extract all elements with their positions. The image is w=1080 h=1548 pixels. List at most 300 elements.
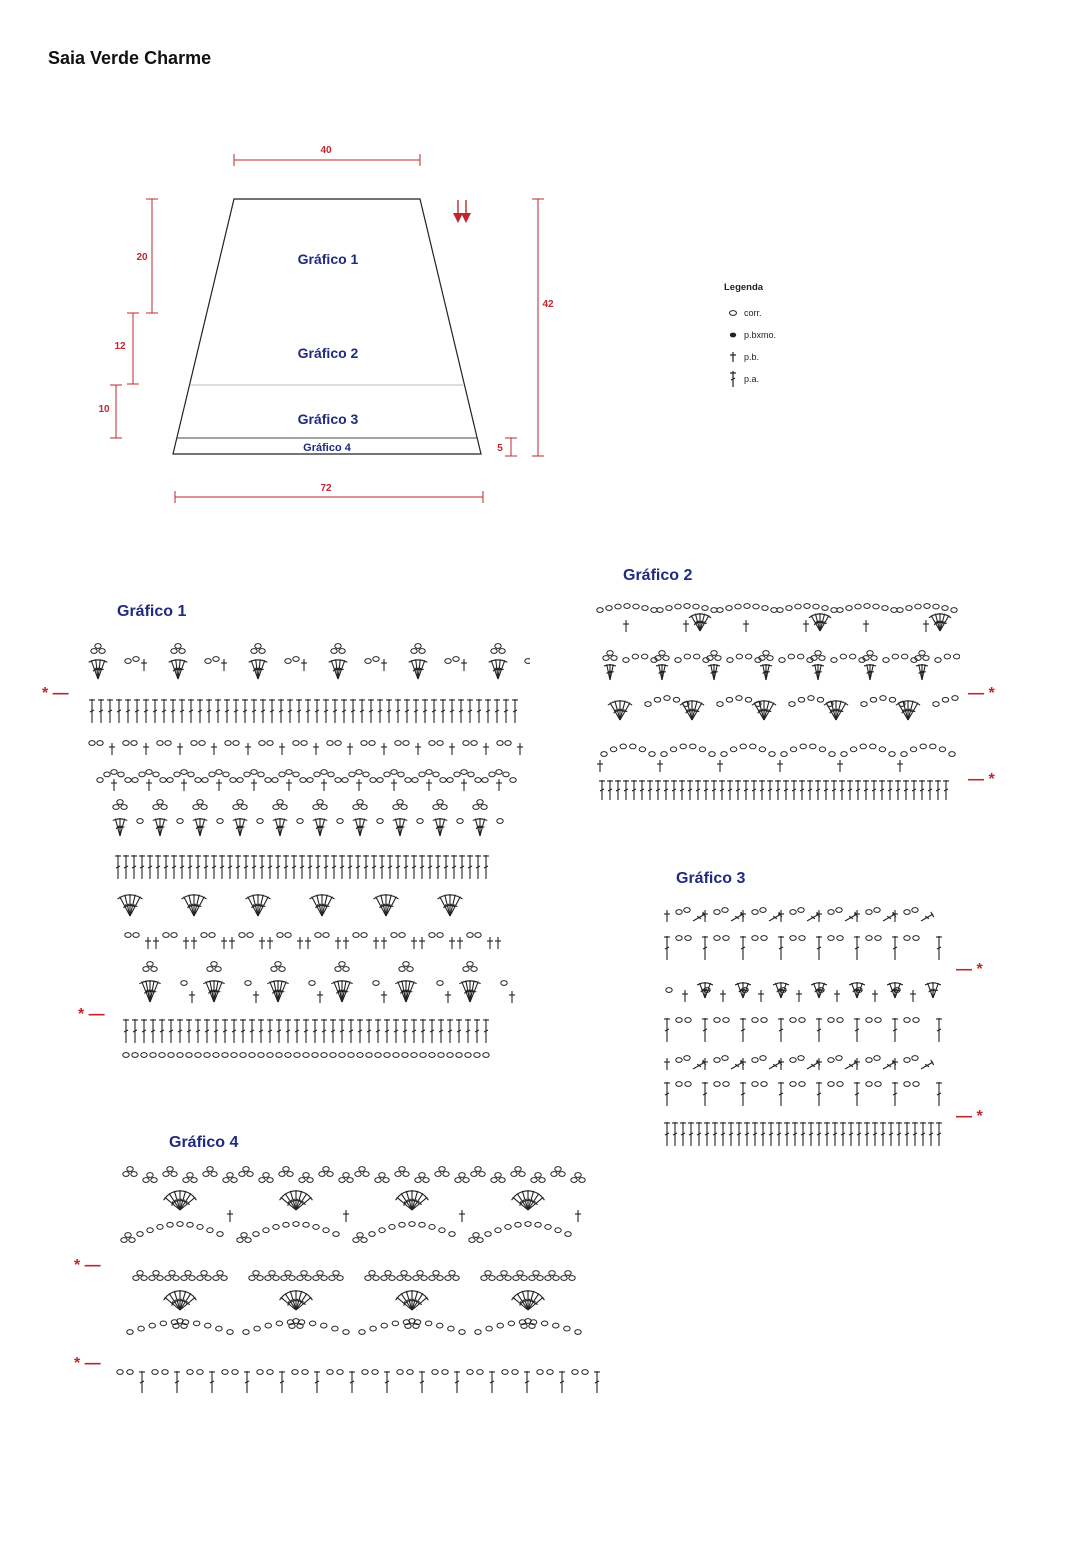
chain-stitch-mark: [670, 747, 676, 752]
chain-stitch-mark: [317, 1271, 323, 1276]
chain-stitch-mark: [740, 744, 746, 749]
chain-stitch-mark: [276, 1321, 282, 1326]
chain-stitch-mark: [432, 1370, 438, 1375]
chain-stitch-mark: [197, 1225, 203, 1230]
chain-stitch-mark: [257, 819, 263, 824]
chain-stitch-mark: [499, 1178, 505, 1183]
double-crochet-mark: [740, 1018, 746, 1042]
double-crochet-mark: [305, 699, 311, 723]
double-crochet-mark: [696, 1122, 702, 1146]
double-crochet-mark: [443, 855, 449, 879]
chain-stitch-mark: [209, 933, 215, 938]
chain-stitch-mark: [763, 651, 769, 656]
chain-stitch-mark: [495, 1228, 501, 1233]
chain-stitch-mark: [849, 654, 855, 659]
single-crochet-mark: [872, 990, 878, 1002]
double-crochet-mark: [107, 699, 113, 723]
chain-stitch-mark: [582, 1370, 588, 1375]
repeat-marker-symbol: *: [988, 771, 995, 788]
chain-stitch-mark: [633, 604, 639, 609]
double-crochet-mark: [222, 1019, 228, 1043]
chain-stitch-mark: [919, 651, 925, 656]
chain-stitch-mark: [571, 1178, 577, 1183]
double-crochet-mark: [447, 1019, 453, 1043]
chain-stitch-mark: [445, 1276, 451, 1281]
chain-stitch-mark: [191, 741, 197, 746]
double-crochet-mark: [404, 699, 410, 723]
chain-stitch-mark: [874, 1056, 880, 1061]
double-crochet-mark: [943, 780, 949, 800]
single-crochet-mark: [229, 937, 235, 949]
double-crochet-mark: [258, 1019, 264, 1043]
chain-stitch-mark: [301, 741, 307, 746]
chain-stitch-mark: [305, 1276, 311, 1281]
chain-stitch-mark: [736, 654, 742, 659]
double-crochet-mark: [623, 780, 629, 800]
double-crochet-mark: [904, 1122, 910, 1146]
double-crochet-mark: [161, 699, 167, 723]
single-crochet-mark: [740, 1058, 746, 1070]
single-crochet-mark: [343, 1210, 349, 1222]
chain-stitch-mark: [151, 1178, 157, 1183]
chain-stitch-mark: [343, 967, 349, 972]
double-crochet-mark: [599, 780, 605, 800]
double-crochet-mark: [339, 855, 345, 879]
double-crochet-mark: [393, 1019, 399, 1043]
chain-stitch-mark: [561, 1276, 567, 1281]
double-crochet-mark: [775, 780, 781, 800]
chain-stitch-mark: [273, 1225, 279, 1230]
double-crochet-mark: [799, 780, 805, 800]
chain-stitch-mark: [828, 910, 834, 915]
double-crochet-mark: [321, 1019, 327, 1043]
chain-stitch-mark: [269, 1271, 275, 1276]
double-crochet-mark: [743, 780, 749, 800]
chain-stitch-mark: [161, 805, 167, 810]
chain-stitch-mark: [369, 1232, 375, 1237]
double-crochet-mark: [150, 1019, 156, 1043]
double-crochet-mark: [692, 911, 707, 923]
chain-stitch-mark: [397, 1276, 403, 1281]
chain-stitch-mark: [353, 933, 359, 938]
single-crochet-mark: [191, 937, 197, 949]
double-crochet-mark: [315, 855, 321, 879]
chain-stitch-mark: [685, 1082, 691, 1087]
chain-stitch-mark: [664, 696, 670, 701]
double-crochet-mark: [702, 1018, 708, 1042]
double-crochet-mark: [663, 780, 669, 800]
chain-stitch-mark: [831, 658, 837, 663]
double-crochet-mark: [303, 1019, 309, 1043]
chain-stitch-mark: [125, 778, 131, 783]
repeat-marker-symbol: *: [988, 685, 995, 702]
chain-stitch-mark: [525, 1222, 531, 1227]
chain-stitch-mark: [339, 962, 345, 967]
chain-stitch-mark: [372, 1370, 378, 1375]
chain-stitch-mark: [384, 772, 390, 777]
single-crochet-mark: [892, 910, 898, 922]
double-crochet-mark: [134, 699, 140, 723]
chain-stitch-mark: [143, 967, 149, 972]
chain-stitch-mark: [397, 1370, 403, 1375]
chain-stitch-mark: [329, 1276, 335, 1281]
double-crochet-mark: [768, 1122, 774, 1146]
chain-stitch-mark: [377, 778, 383, 783]
chain-stitch-mark: [457, 819, 463, 824]
chain-stitch-mark: [279, 1172, 285, 1177]
chain-stitch-mark: [769, 752, 775, 757]
double-crochet-mark: [832, 1122, 838, 1146]
chain-stitch-mark: [479, 1172, 485, 1177]
single-crochet-mark: [778, 1058, 784, 1070]
chain-stitch-mark: [790, 747, 796, 752]
chain-stitch-mark: [601, 752, 607, 757]
chain-stitch-mark: [717, 702, 723, 707]
single-crochet-mark: [863, 620, 869, 632]
bottom-width-label: 72: [320, 483, 332, 494]
chain-stitch-mark: [429, 1053, 435, 1058]
double-crochet-mark: [98, 699, 104, 723]
single-crochet-mark: [854, 1058, 860, 1070]
chain-stitch-mark: [952, 696, 958, 701]
chain-stitch-mark: [798, 1056, 804, 1061]
chain-stitch-mark: [187, 1222, 193, 1227]
single-crochet-mark: [109, 743, 115, 755]
chain-stitch-mark: [370, 778, 376, 783]
chain-stitch-mark: [337, 1276, 343, 1281]
double-crochet-mark: [279, 1371, 285, 1393]
double-crochet-mark: [287, 699, 293, 723]
chain-stitch-mark: [649, 752, 655, 757]
chain-stitch-mark: [165, 1276, 171, 1281]
chain-stitch-mark: [237, 778, 243, 783]
double-crochet-mark: [839, 780, 845, 800]
chain-stitch-mark: [309, 1321, 315, 1326]
chain-stitch-mark: [257, 1370, 263, 1375]
chain-stitch-mark: [335, 644, 341, 649]
section-label-2: Gráfico 2: [297, 345, 359, 361]
chain-stitch-mark: [798, 908, 804, 913]
chain-stitch-mark: [661, 752, 667, 757]
chain-stitch-mark: [259, 649, 265, 654]
chain-stitch-mark: [497, 741, 503, 746]
chain-stitch-mark: [875, 1082, 881, 1087]
chain-stitch-mark: [840, 654, 846, 659]
stitch-chart-4: [110, 1160, 620, 1400]
chain-stitch-mark: [676, 1058, 682, 1063]
chain-stitch-mark: [882, 606, 888, 611]
chain-stitch-mark: [153, 805, 159, 810]
chain-stitch-mark: [384, 1053, 390, 1058]
chain-stitch-mark: [495, 1173, 501, 1178]
chain-stitch-mark: [850, 747, 856, 752]
double-crochet-mark: [727, 780, 733, 800]
chain-stitch-mark: [335, 741, 341, 746]
chain-stitch-mark: [623, 658, 629, 663]
chain-stitch-mark: [475, 778, 481, 783]
chain-stitch-mark: [245, 981, 251, 986]
chain-stitch-mark: [211, 1172, 217, 1177]
single-crochet-mark: [301, 659, 307, 671]
chart-3-title: Gráfico 3: [676, 870, 746, 887]
chain-stitch-mark: [454, 772, 460, 777]
chain-stitch-mark: [160, 1321, 166, 1326]
double-crochet-mark: [269, 699, 275, 723]
chain-stitch-mark: [153, 1271, 159, 1276]
chain-stitch-mark: [157, 1276, 163, 1281]
double-crochet-mark: [494, 699, 500, 723]
chain-stitch-mark: [819, 656, 825, 661]
double-crochet-mark: [784, 1122, 790, 1146]
double-crochet-mark: [489, 1371, 495, 1393]
chain-stitch-mark: [790, 936, 796, 941]
single-crochet-mark: [343, 937, 349, 949]
single-crochet-mark: [321, 779, 327, 791]
double-crochet-mark: [231, 1019, 237, 1043]
double-crochet-mark: [730, 1059, 745, 1071]
double-crochet-mark: [919, 780, 925, 800]
chain-stitch-mark: [435, 1172, 441, 1177]
chain-stitch-mark: [97, 778, 103, 783]
single-crochet-mark: [483, 743, 489, 755]
double-crochet-mark: [615, 780, 621, 800]
double-crochet-mark: [465, 1019, 471, 1043]
chain-stitch-mark: [607, 651, 613, 656]
chain-stitch-mark: [675, 604, 681, 609]
double-crochet-mark: [840, 1122, 846, 1146]
single-crochet-mark: [305, 937, 311, 949]
chain-stitch-mark: [752, 1018, 758, 1023]
page-title: Saia Verde Charme: [48, 48, 212, 68]
chain-stitch-mark: [239, 1172, 245, 1177]
chain-stitch-mark: [133, 933, 139, 938]
double-crochet-mark: [927, 780, 933, 800]
double-crochet-mark: [823, 780, 829, 800]
chain-stitch-mark: [356, 770, 362, 775]
single-crochet-mark: [153, 937, 159, 949]
chain-stitch-mark: [332, 1326, 338, 1331]
chain-stitch-mark: [339, 1053, 345, 1058]
double-crochet-mark: [647, 780, 653, 800]
chain-stitch-mark: [866, 936, 872, 941]
chain-stitch-mark: [467, 1370, 473, 1375]
chain-stitch-mark: [363, 772, 369, 777]
chain-stitch-mark: [942, 606, 948, 611]
chain-stitch-mark: [496, 770, 502, 775]
double-crochet-mark: [888, 1122, 894, 1146]
double-crochet-mark: [211, 855, 217, 879]
double-crochet-mark: [171, 855, 177, 879]
chain-stitch-mark: [157, 1225, 163, 1230]
double-crochet-mark: [197, 699, 203, 723]
double-crochet-mark: [920, 1122, 926, 1146]
chain-stitch-mark: [565, 1271, 571, 1276]
single-crochet-mark: [517, 743, 523, 755]
chain-stitch-mark: [263, 1228, 269, 1233]
double-crochet-mark: [260, 699, 266, 723]
chain-stitch-mark: [286, 770, 292, 775]
chain-stitch-mark: [904, 910, 910, 915]
chain-stitch-mark: [243, 1167, 249, 1172]
double-crochet-mark: [429, 1019, 435, 1043]
double-crochet-mark: [139, 1371, 145, 1393]
double-crochet-mark: [339, 1019, 345, 1043]
top-width-label: 40: [320, 145, 332, 156]
chain-stitch-mark: [539, 1178, 545, 1183]
chain-stitch-mark: [475, 1167, 481, 1172]
double-crochet-mark: [312, 1019, 318, 1043]
chain-stitch-mark: [138, 1326, 144, 1331]
single-crochet-mark: [391, 779, 397, 791]
double-crochet-mark: [791, 780, 797, 800]
chain-stitch-mark: [501, 1271, 507, 1276]
single-crochet-mark: [575, 1210, 581, 1222]
chain-stitch-mark: [141, 1053, 147, 1058]
double-crochet-mark: [206, 699, 212, 723]
chain-stitch-mark: [265, 1276, 271, 1281]
chain-stitch-mark: [426, 770, 432, 775]
chain-stitch-mark: [147, 962, 153, 967]
chain-stitch-mark: [227, 1173, 233, 1178]
double-crochet-mark: [259, 855, 265, 879]
single-crochet-mark: [449, 743, 455, 755]
chain-stitch-mark: [177, 819, 183, 824]
chain-stitch-mark: [467, 933, 473, 938]
single-crochet-mark: [253, 991, 259, 1003]
chain-stitch-mark: [177, 1222, 183, 1227]
chain-stitch-mark: [339, 1178, 345, 1183]
chain-stitch-mark: [232, 1370, 238, 1375]
double-crochet-mark: [132, 1019, 138, 1043]
chain-stitch-mark: [866, 1058, 872, 1063]
chain-stitch-mark: [365, 1276, 371, 1281]
double-crochet-mark: [179, 699, 185, 723]
chain-stitch-mark: [149, 1276, 155, 1281]
chain-stitch-mark: [759, 747, 765, 752]
chain-stitch-mark: [216, 770, 222, 775]
double-crochet-mark: [680, 1122, 686, 1146]
repeat-marker: * —: [42, 685, 69, 702]
single-crochet-mark: [183, 937, 189, 949]
repeat-marker-symbol: *: [74, 1355, 81, 1372]
chain-stitch-mark: [137, 819, 143, 824]
double-crochet-mark: [664, 1122, 670, 1146]
chain-stitch-mark: [171, 933, 177, 938]
chain-stitch-mark: [579, 1178, 585, 1183]
chain-stitch-mark: [684, 1056, 690, 1061]
double-crochet-mark: [402, 1019, 408, 1043]
double-crochet-mark: [411, 1019, 417, 1043]
chain-stitch-mark: [455, 1178, 461, 1183]
chain-stitch-mark: [259, 741, 265, 746]
chain-stitch-mark: [949, 752, 955, 757]
chain-stitch-mark: [419, 649, 425, 654]
chain-stitch-mark: [471, 741, 477, 746]
double-crochet-mark: [882, 1059, 897, 1071]
double-crochet-mark: [413, 699, 419, 723]
double-crochet-mark: [702, 936, 708, 960]
chain-stitch-mark: [343, 1330, 349, 1335]
chain-stitch-mark: [123, 1053, 129, 1058]
chain-stitch-mark: [753, 604, 759, 609]
chain-stitch-mark: [610, 747, 616, 752]
total-height-dimension: [532, 199, 544, 456]
single-crochet-mark: [411, 937, 417, 949]
single-crochet-mark: [381, 743, 387, 755]
double-crochet-mark: [204, 1019, 210, 1043]
double-crochet-mark: [350, 699, 356, 723]
chain-stitch-mark: [157, 800, 163, 805]
chain-stitch-mark: [572, 1370, 578, 1375]
chain-stitch-mark: [207, 967, 213, 972]
single-crochet-mark: [181, 779, 187, 791]
chain-stitch-mark: [415, 1178, 421, 1183]
double-crochet-mark: [903, 780, 909, 800]
double-crochet-mark: [928, 1122, 934, 1146]
chain-stitch-mark: [331, 649, 337, 654]
chain-stitch-mark: [335, 967, 341, 972]
double-crochet-mark: [854, 1018, 860, 1042]
double-crochet-mark: [427, 855, 433, 879]
chain-stitch-mark: [411, 649, 417, 654]
chain-stitch-mark: [477, 1238, 483, 1243]
chain-stitch-mark: [337, 819, 343, 824]
single-crochet-mark: [251, 779, 257, 791]
repeat-marker-symbol: *: [42, 685, 49, 702]
chain-stitch-mark: [363, 1172, 369, 1177]
single-crochet-mark: [445, 991, 451, 1003]
chain-stitch-mark: [201, 1271, 207, 1276]
chain-stitch-mark: [91, 649, 97, 654]
single-crochet-mark: [702, 1058, 708, 1070]
single-crochet-mark: [426, 779, 432, 791]
chain-stitch-mark: [273, 1276, 279, 1281]
chain-stitch-mark: [375, 1178, 381, 1183]
chain-stitch-mark: [328, 772, 334, 777]
repeat-marker: — *: [956, 1108, 983, 1125]
chain-stitch-mark: [189, 1276, 195, 1281]
single-crochet-mark: [286, 779, 292, 791]
chain-stitch-mark: [800, 744, 806, 749]
double-crochet-mark: [314, 699, 320, 723]
chain-stitch-mark: [342, 778, 348, 783]
legend-label: p.b.: [744, 352, 760, 362]
double-crochet-mark: [209, 1371, 215, 1393]
slip-stitch-icon: [724, 331, 742, 339]
double-crochet-mark: [512, 699, 518, 723]
stitch-chart-3: [655, 898, 955, 1150]
chain-stitch-mark: [399, 967, 405, 972]
double-crochet-mark: [559, 1371, 565, 1393]
chain-stitch-mark: [761, 936, 767, 941]
chain-stitch-mark: [279, 967, 285, 972]
chain-stitch-mark: [373, 981, 379, 986]
double-crochet-mark: [483, 1019, 489, 1043]
double-crochet-mark: [702, 1082, 708, 1106]
chain-stitch-mark: [545, 1225, 551, 1230]
chain-stitch-mark: [880, 696, 886, 701]
chain-stitch-mark: [437, 933, 443, 938]
chain-stitch-mark: [866, 1018, 872, 1023]
chain-stitch-mark: [237, 1238, 243, 1243]
double-crochet-mark: [240, 1019, 246, 1043]
chain-stitch-mark: [357, 800, 363, 805]
chain-stitch-mark: [391, 933, 397, 938]
chain-stitch-mark: [323, 1228, 329, 1233]
single-crochet-mark: [145, 937, 151, 949]
double-crochet-mark: [323, 699, 329, 723]
chain-stitch-mark: [441, 805, 447, 810]
